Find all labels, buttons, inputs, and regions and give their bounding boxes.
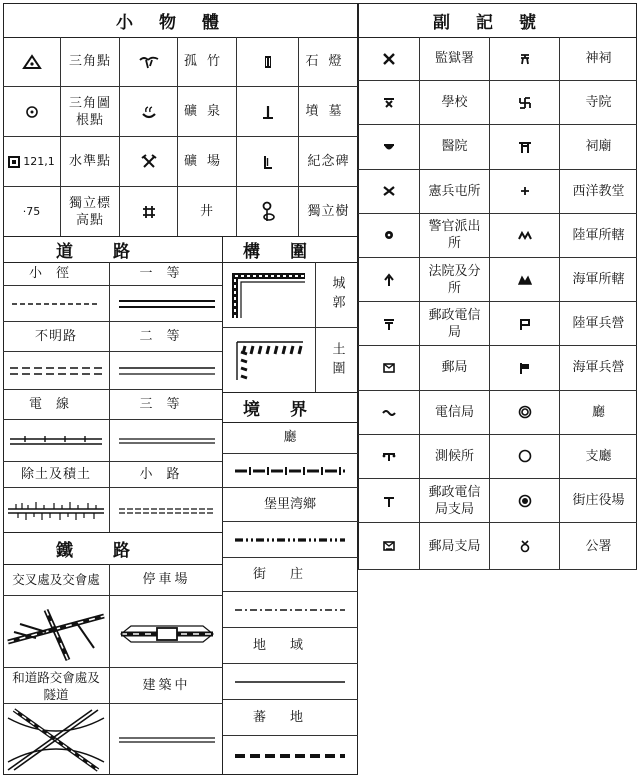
aux-label-right-10 xyxy=(560,479,637,523)
mine-symbol xyxy=(120,137,178,187)
first-class-label: 一等 xyxy=(110,262,223,286)
aux-label-right-7 xyxy=(560,346,637,390)
aux-label-left-10-text: 郵政電信局支局 xyxy=(428,484,481,517)
aux-label-right-5 xyxy=(560,258,637,302)
aux-label-right-0 xyxy=(560,37,637,81)
junction-label: 交叉處及交會處 xyxy=(3,564,110,596)
aux-label-left-8 xyxy=(420,391,490,435)
aux-label-left-2 xyxy=(420,125,490,169)
aux-symbol-right-5 xyxy=(490,258,560,302)
navy-barracks-icon xyxy=(518,361,532,375)
aux-label-right-11 xyxy=(560,523,637,570)
aux-label-left-2-text: 醫院 xyxy=(441,139,468,155)
aux-symbol-left-8 xyxy=(358,391,420,435)
temple-icon xyxy=(518,96,532,110)
spring-icon xyxy=(140,104,158,120)
aux-symbol-right-1 xyxy=(490,81,560,125)
station-label: 停車場 xyxy=(110,564,223,596)
cut-fill-label: 除土及積土 xyxy=(3,462,110,488)
monument-icon xyxy=(261,154,275,170)
circle-dot-icon xyxy=(24,104,40,120)
thin-rail-line-icon xyxy=(119,736,215,744)
aux-symbol-left-11 xyxy=(358,523,420,570)
power-line-icon xyxy=(10,434,102,448)
aux-symbol-right-8 xyxy=(490,391,560,435)
area-boundary-label: 地域 xyxy=(222,628,358,664)
auxiliary-title: 副記號 xyxy=(359,4,636,38)
aux-label-right-10-text: 街庄役場 xyxy=(572,493,625,509)
township-boundary-symbol xyxy=(222,592,358,628)
aux-label-right-3-text: 西洋教堂 xyxy=(572,183,625,199)
aux-symbol-left-10 xyxy=(358,479,420,523)
aux-symbol-left-6 xyxy=(358,302,420,346)
junction-symbol xyxy=(3,596,110,668)
aux-label-right-1 xyxy=(560,81,637,125)
public-office-icon xyxy=(518,539,532,553)
aux-label-right-2-text: 祠廟 xyxy=(585,139,612,155)
aux-symbol-left-2 xyxy=(358,125,420,169)
aux-symbol-right-9 xyxy=(490,435,560,479)
aux-label-left-4-text: 警官派出所 xyxy=(428,219,481,252)
aux-symbol-left-1 xyxy=(358,81,420,125)
rail-station-icon xyxy=(117,612,217,652)
crossed-hammers-icon xyxy=(141,154,157,170)
path-label: 小路 xyxy=(110,462,223,488)
aux-label-right-2 xyxy=(560,125,637,169)
unclear-road-symbol xyxy=(3,352,110,390)
aux-symbol-right-11 xyxy=(490,523,560,570)
tomb-symbol xyxy=(237,87,299,137)
monument-symbol xyxy=(237,137,299,187)
shrine-icon xyxy=(518,52,532,66)
path-symbol xyxy=(110,488,223,533)
telegraph-office-icon xyxy=(382,405,396,419)
township-boundary-label: 街庄 xyxy=(222,558,358,592)
aux-label-left-4 xyxy=(420,214,490,258)
aux-label-left-3-text: 憲兵屯所 xyxy=(428,183,481,199)
roads-title: 道路 xyxy=(4,237,222,263)
aux-symbol-left-7 xyxy=(358,346,420,390)
well-icon xyxy=(142,205,156,219)
police-box-icon xyxy=(382,228,396,242)
earth-wall-label: 土圍 xyxy=(329,341,345,380)
aux-label-right-3 xyxy=(560,170,637,214)
tomb-label: 墳墓 xyxy=(299,87,358,137)
prefecture-boundary-label: 廳 xyxy=(222,422,358,454)
earth-wall-icon xyxy=(229,336,309,386)
aux-symbol-left-3 xyxy=(358,170,420,214)
lone-tree-symbol xyxy=(237,187,299,237)
aux-label-left-0-text: 監獄署 xyxy=(434,51,474,67)
bamboo-symbol xyxy=(120,37,178,87)
aux-symbol-left-9 xyxy=(358,435,420,479)
area-boundary-symbol xyxy=(222,664,358,700)
dashed-line-icon xyxy=(12,301,100,307)
trail-symbol xyxy=(3,286,110,322)
aux-symbol-right-3 xyxy=(490,170,560,214)
second-class-label: 二等 xyxy=(110,322,223,352)
under-construction-label: 建築中 xyxy=(110,668,223,704)
first-class-symbol xyxy=(110,286,223,322)
aux-label-right-9 xyxy=(560,435,637,479)
ancestral-temple-icon xyxy=(518,140,532,154)
structures-title: 構圍 xyxy=(223,237,357,263)
thin-double-line-icon xyxy=(119,436,215,446)
lantern-icon xyxy=(263,54,273,70)
aux-label-left-5-text: 法院及分所 xyxy=(428,263,481,296)
aboriginal-land-symbol xyxy=(222,736,358,775)
aux-symbol-left-5 xyxy=(358,258,420,302)
aux-symbol-left-4 xyxy=(358,214,420,258)
benchmark-symbol: 121,1 xyxy=(3,137,61,187)
rail-junction-icon xyxy=(6,602,106,662)
dashed-double-line-icon xyxy=(119,506,215,516)
tomb-icon xyxy=(261,104,275,120)
third-class-label: 三等 xyxy=(110,390,223,420)
aux-label-right-4-text: 陸軍所轄 xyxy=(572,227,625,243)
bamboo-icon xyxy=(138,54,160,70)
aux-label-right-1-text: 寺院 xyxy=(585,95,612,111)
well-label: 井 xyxy=(178,187,237,237)
aux-label-left-3 xyxy=(420,170,490,214)
double-thin-line-icon xyxy=(119,365,215,377)
army-jurisdiction-icon xyxy=(518,228,532,242)
aux-label-right-11-text: 公署 xyxy=(585,538,612,554)
aux-symbol-right-0 xyxy=(490,37,560,81)
benchmark-icon xyxy=(8,156,20,168)
triangulation-root-point-symbol xyxy=(3,87,61,137)
aux-label-left-8-text: 電信局 xyxy=(434,404,474,420)
triangulation-point-symbol xyxy=(3,37,61,87)
mineral-spring-label: 礦泉 xyxy=(178,87,237,137)
well-symbol xyxy=(120,187,178,237)
double-dashed-line-icon xyxy=(10,365,102,377)
aux-label-right-7-text: 海軍兵營 xyxy=(572,360,625,376)
aux-label-right-8 xyxy=(560,391,637,435)
monument-label: 紀念碑 xyxy=(299,137,358,187)
aux-label-left-5 xyxy=(420,258,490,302)
mine-label: 礦場 xyxy=(178,137,237,187)
aux-symbol-right-7 xyxy=(490,346,560,390)
aux-label-left-6-text: 郵政電信局 xyxy=(428,307,481,340)
embankment-icon xyxy=(8,500,104,522)
third-class-symbol xyxy=(110,420,223,462)
station-symbol xyxy=(110,596,223,668)
aux-symbol-right-4 xyxy=(490,214,560,258)
post-telegraph-office-icon xyxy=(382,317,396,331)
aboriginal-land-label: 蕃地 xyxy=(222,700,358,736)
aux-symbol-right-10 xyxy=(490,479,560,523)
aux-label-right-5-text: 海軍所轄 xyxy=(572,272,625,288)
earth-wall-symbol xyxy=(222,328,316,393)
branch-post-telegraph-icon xyxy=(382,494,396,508)
power-line-symbol xyxy=(3,420,110,462)
post-office-icon xyxy=(382,361,396,375)
aux-label-left-7 xyxy=(420,346,490,390)
district-boundary-symbol xyxy=(222,522,358,558)
aux-label-right-6-text: 陸軍兵營 xyxy=(572,316,625,332)
benchmark-label: 水準點 xyxy=(61,137,120,187)
aux-label-left-0 xyxy=(420,37,490,81)
aux-label-right-6 xyxy=(560,302,637,346)
stone-lantern-symbol xyxy=(237,37,299,87)
school-icon xyxy=(382,96,396,110)
dash-cross-line-icon xyxy=(235,465,345,477)
spot-height-label: 獨立標高點 xyxy=(61,187,120,237)
navy-jurisdiction-icon xyxy=(518,273,532,287)
mineral-spring-symbol xyxy=(120,87,178,137)
trail-label: 小徑 xyxy=(3,262,110,286)
rail-tunnel-icon xyxy=(6,708,106,772)
court-icon xyxy=(382,273,396,287)
dash-dot-line-icon xyxy=(235,607,345,613)
aux-label-right-4 xyxy=(560,214,637,258)
sub-prefecture-icon xyxy=(518,449,532,463)
castle-wall-symbol xyxy=(222,262,316,328)
aux-symbol-right-6 xyxy=(490,302,560,346)
unclear-road-label: 不明路 xyxy=(3,322,110,352)
lone-tree-label: 獨立樹 xyxy=(299,187,358,237)
road-crossing-symbol xyxy=(3,704,110,775)
triangle-dot-icon xyxy=(22,54,42,70)
aux-label-right-0-text: 神祠 xyxy=(585,51,612,67)
church-icon xyxy=(518,184,532,198)
hospital-icon xyxy=(382,140,396,154)
stone-lantern-label: 石燈 xyxy=(299,37,358,87)
aux-label-left-10 xyxy=(420,479,490,523)
town-office-icon xyxy=(518,494,532,508)
aux-label-left-11 xyxy=(420,523,490,570)
spot-height-symbol: ·75 xyxy=(3,187,61,237)
aux-label-left-11-text: 郵局支局 xyxy=(428,538,481,554)
aux-label-left-9 xyxy=(420,435,490,479)
power-line-label: 電線 xyxy=(3,390,110,420)
solid-line-icon xyxy=(235,679,345,685)
aux-label-left-9-text: 測候所 xyxy=(434,448,474,464)
triangulation-root-point-label: 三角圖根點 xyxy=(61,87,120,137)
prison-icon xyxy=(382,52,396,66)
small-objects-title: 小物體 xyxy=(4,4,357,38)
prefecture-boundary-symbol xyxy=(222,454,358,488)
road-crossing-label: 和道路交會處及隧道 xyxy=(3,668,110,704)
aux-label-right-9-text: 支廳 xyxy=(585,448,612,464)
under-construction-symbol xyxy=(110,704,223,775)
heavy-dashed-line-icon xyxy=(235,752,345,760)
army-barracks-icon xyxy=(518,317,532,331)
branch-post-office-icon xyxy=(382,539,396,553)
triangulation-point-label: 三角點 xyxy=(61,37,120,87)
weather-station-icon xyxy=(382,449,396,463)
aux-label-left-1 xyxy=(420,81,490,125)
bamboo-label: 孤竹 xyxy=(178,37,237,87)
cut-fill-symbol xyxy=(3,488,110,533)
military-police-icon xyxy=(382,184,396,198)
aux-symbol-right-2 xyxy=(490,125,560,169)
prefecture-office-icon xyxy=(518,405,532,419)
lone-tree-icon xyxy=(260,201,276,223)
railways-title: 鐵路 xyxy=(4,533,222,565)
aux-label-left-7-text: 郵局 xyxy=(441,360,468,376)
castle-wall-icon xyxy=(229,268,309,322)
aux-label-left-1-text: 學校 xyxy=(441,95,468,111)
castle-wall-label: 城郭 xyxy=(316,262,358,328)
aux-symbol-left-0 xyxy=(358,37,420,81)
double-line-icon xyxy=(119,298,215,310)
second-class-symbol xyxy=(110,352,223,390)
aux-label-right-8-text: 廳 xyxy=(591,404,605,420)
boundaries-title: 境界 xyxy=(223,393,357,423)
district-boundary-label: 堡里湾鄉 xyxy=(222,488,358,522)
dash-dot-dot-line-icon xyxy=(235,536,345,544)
aux-label-left-6 xyxy=(420,302,490,346)
